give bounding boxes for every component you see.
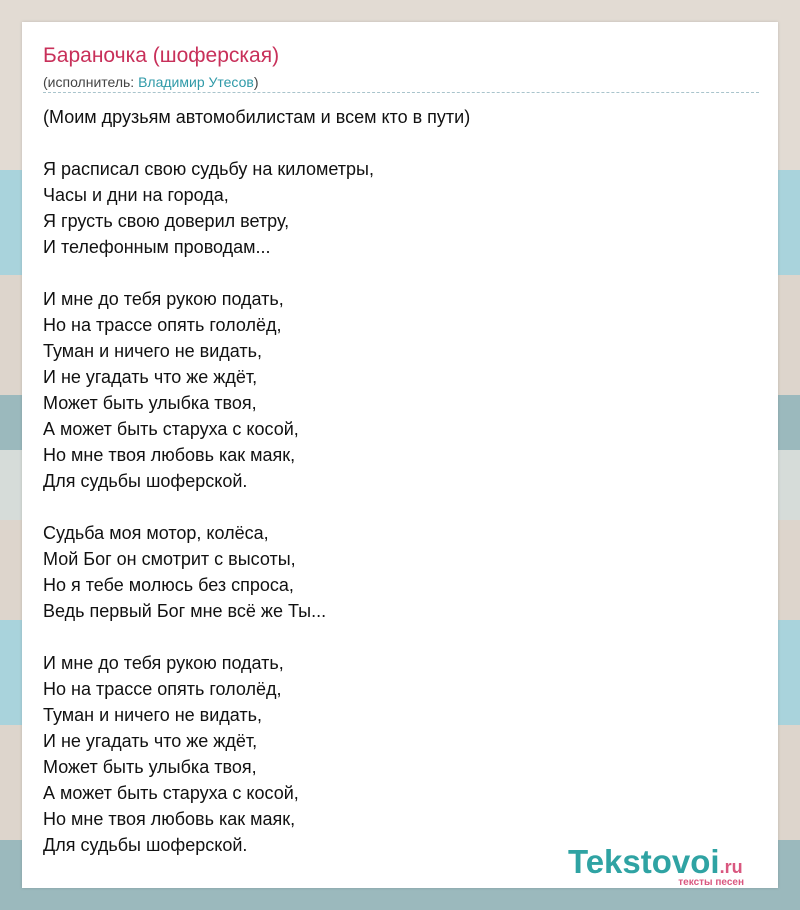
lyric-line: Туман и ничего не видать, — [43, 705, 263, 725]
logo-name: Tekstovoi — [568, 843, 720, 880]
lyric-line: И не угадать что же ждёт, — [43, 367, 258, 387]
title-divider — [43, 92, 759, 93]
lyric-line: И не угадать что же ждёт, — [43, 731, 258, 751]
lyric-line: А может быть старуха с косой, — [43, 783, 299, 803]
lyric-line: Но мне твоя любовь как маяк, — [43, 809, 296, 829]
lyric-line: Туман и ничего не видать, — [43, 341, 263, 361]
lyric-line: А может быть старуха с косой, — [43, 419, 299, 439]
stanza-gap — [43, 494, 470, 520]
lyric-line: Но на трассе опять гололёд, — [43, 679, 282, 699]
lyric-line: И телефонным проводам... — [43, 237, 271, 257]
lyric-line: Часы и дни на города, — [43, 185, 229, 205]
lyric-line: Ведь первый Бог мне всё же Ты... — [43, 601, 327, 621]
lyric-line: Может быть улыбка твоя, — [43, 393, 257, 413]
lyric-line: Но на трассе опять гололёд, — [43, 315, 282, 335]
performer-prefix: (исполнитель: — [43, 74, 139, 90]
performer-line — [43, 74, 258, 90]
lyric-line: Мой Бог он смотрит с высоты, — [43, 549, 296, 569]
lyric-line: Для судьбы шоферской. — [43, 471, 248, 491]
lyric-line: Я расписал свою судьбу на километры, — [43, 159, 374, 179]
performer-suffix: ) — [253, 74, 259, 90]
lyric-line: И мне до тебя рукою подать, — [43, 289, 284, 309]
lyrics-text — [43, 104, 470, 858]
lyric-line: Но мне твоя любовь как маяк, — [43, 445, 296, 465]
lyric-line: И мне до тебя рукою подать, — [43, 653, 284, 673]
site-logo[interactable] — [568, 844, 778, 888]
lyrics-card — [22, 22, 778, 888]
lyric-line: Но я тебе молюсь без спроса, — [43, 575, 294, 595]
logo-tagline: тексты песен — [678, 877, 744, 888]
lyric-line: Для судьбы шоферской. — [43, 835, 248, 855]
song-title: Бараночка (шоферская) — [43, 44, 280, 67]
logo-tld: .ru — [719, 857, 743, 877]
stanza-gap — [43, 130, 470, 156]
lyrics-dedication: (Моим друзьям автомобилистам и всем кто в пути) — [43, 107, 471, 127]
lyric-line: Я грусть свою доверил ветру, — [43, 211, 290, 231]
stanza-gap — [43, 624, 470, 650]
performer-link[interactable]: Владимир Утесов — [138, 74, 254, 90]
lyric-line: Может быть улыбка твоя, — [43, 757, 257, 777]
lyric-line: Судьба моя мотор, колёса, — [43, 523, 269, 543]
stanza-gap — [43, 260, 470, 286]
